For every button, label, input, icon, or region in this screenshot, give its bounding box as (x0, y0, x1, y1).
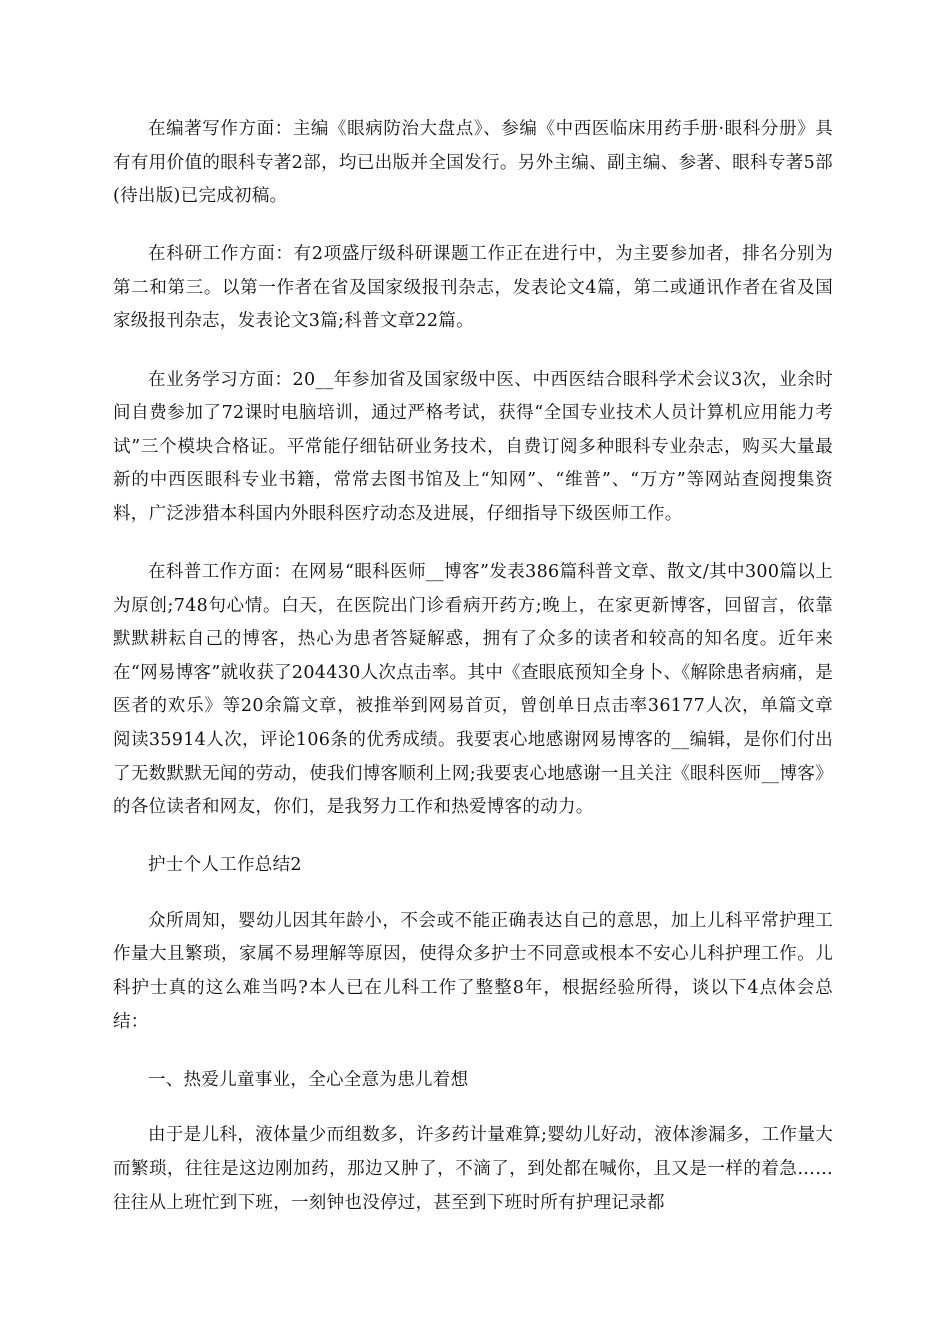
point-title: 一、热爱儿童事业，全心全意为患儿着想 (148, 1069, 469, 1090)
section-title: 护士个人工作总结2 (148, 855, 302, 876)
paragraph-writing: 在编著写作方面：主编《眼病防治大盘点》、参编《中西医临床用药手册·眼科分册》具有有用价值的眼科专著2部，均已出版并全国发行。另外主编、副主编、参著、眼科专著5部(待出版)已完成初稿。 (113, 119, 833, 207)
document-body (113, 113, 833, 1245)
paragraph-popular-science: 在科普工作方面：在网易“眼科医师__博客”发表386篇科普文章、散文/其中300篇以上为原创;748句心情。白天，在医院出门诊看病开药方;晚上，在家更新博客，回留言，依靠默默耕耘自己的博客，热心为患者答疑解惑，拥有了众多的读者和较高的知名度。近年来在“网易博客”就收获了204430人次点击率。其中《查眼底预知全身卜、《解除患者病痛，是医者的欢乐》等20余篇文章，被推举到网易首页，曾创单日点击率36177人次，单篇文章阅读35914人次，评论106条的优秀成绩。我要衷心地感谢网易博客的__编辑，是你们付出了无数默默无闻的劳动，使我们博客顺利上网;我要衷心地感谢一且关注《眼科医师__博客》的各位读者和网友，你们，是我努力工作和热爱博客的动力。 (113, 562, 833, 818)
paragraph-study: 在业务学习方面：20__年参加省及国家级中医、中西医结合眼科学术会议3次，业余时间自费参加了72课时电脑培训，通过严格考试，获得“全国专业技术人员计算机应用能力考试”三个模块合格证。平常能仔细钻研业务技术，自费订阅多种眼科专业杂志，购买大量最新的中西医眼科专业书籍，常常去图书馆及上“知网”、“维普”、“万方”等网站查阅搜集资料，广泛涉猎本科国内外眼科医疗动态及进展，仔细指导下级医师工作。 (113, 369, 833, 524)
paragraph-research: 在科研工作方面：有2项盛厅级科研课题工作正在进行中，为主要参加者，排名分别为第二和第三。以第一作者在省及国家级报刊杂志，发表论文4篇，第二或通讯作者在省及国家级报刊杂志，发表论文3篇;科普文章22篇。 (113, 244, 833, 332)
paragraph-pediatrics-point-1: 由于是儿科，液体量少而组数多，许多药计量难算;婴幼儿好动，液体渗漏多，工作量大而繁琐，往往是这边刚加药，那边又肿了，不滴了，到处都在喊你，且又是一样的着急……往往从上班忙到下班，一刻钟也没停过，甚至到下班时所有护理记录都 (113, 1125, 833, 1213)
paragraph-pediatrics-intro: 众所周知，婴幼儿因其年龄小，不会或不能正确表达自己的意思，加上儿科平常护理工作量大且繁琐，家属不易理解等原因，使得众多护士不同意或根本不安心儿科护理工作。儿科护士真的这么难当吗?本人已在儿科工作了整整8年，根据经验所得，谈以下4点体会总结： (113, 910, 833, 1032)
